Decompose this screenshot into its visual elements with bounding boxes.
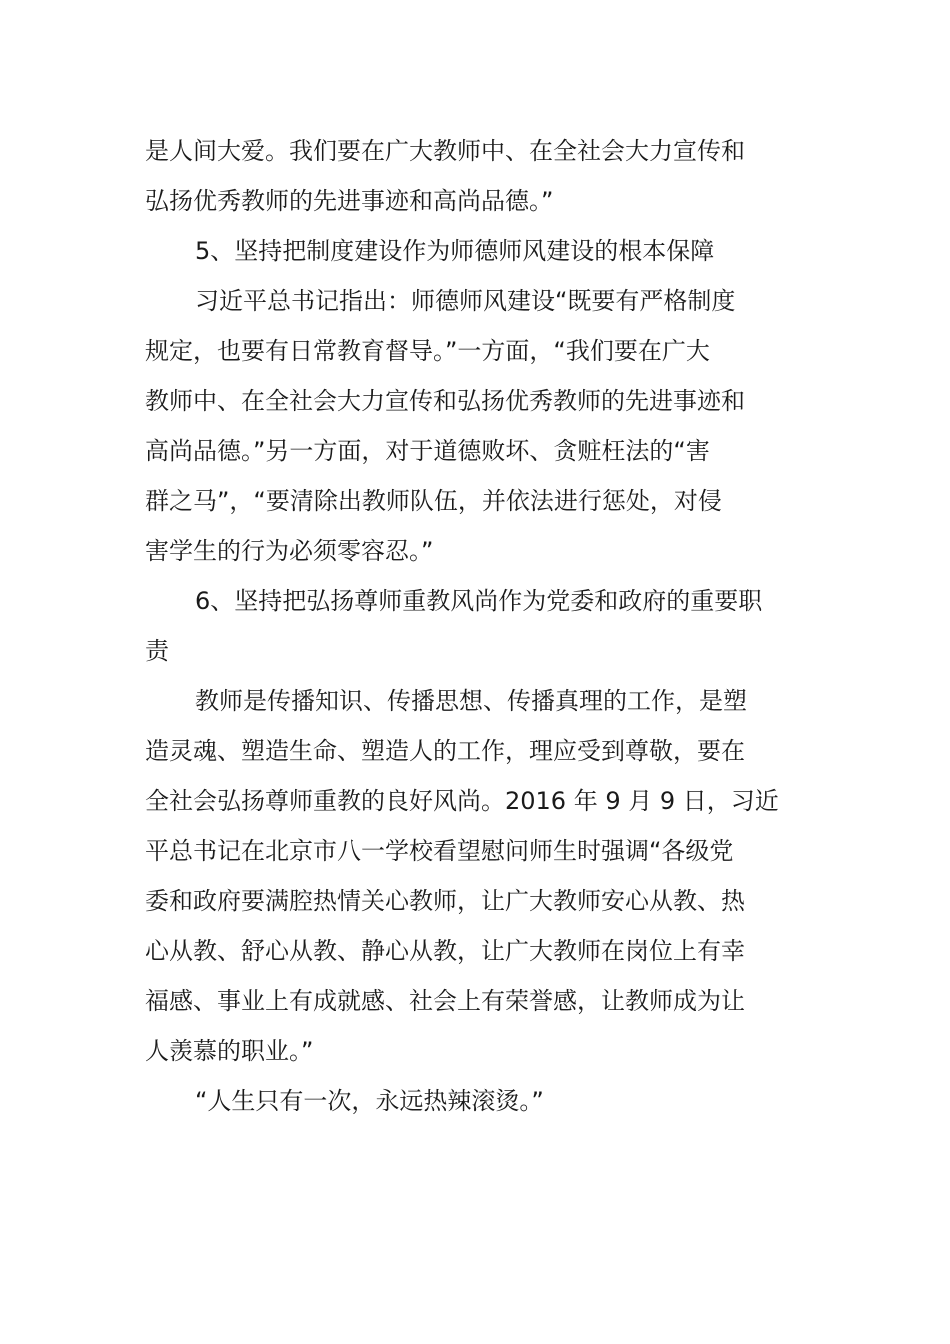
quote-line: “人生只有一次，永远热辣滚烫。” [195, 1087, 544, 1115]
text-line: 群之马”，“要清除出教师队伍，并依法进行惩处，对侵 [145, 487, 722, 515]
text-line: 平总书记在北京市八一学校看望慰问师生时强调“各级党 [145, 837, 734, 865]
text-line: 教师中、在全社会大力宣传和弘扬优秀教师的先进事迹和 [145, 387, 745, 415]
text-line: 人羡慕的职业。” [145, 1037, 314, 1065]
section-heading-6-continued: 责 [145, 637, 169, 665]
text-line: 造灵魂、塑造生命、塑造人的工作，理应受到尊敬，要在 [145, 737, 745, 765]
text-line: 全社会弘扬尊师重教的良好风尚。2016 年 9 月 9 日，习近 [145, 787, 779, 815]
text-line: 心从教、舒心从教、静心从教，让广大教师在岗位上有幸 [145, 937, 745, 965]
text-line: 是人间大爱。我们要在广大教师中、在全社会大力宣传和 [145, 137, 745, 165]
text-line: 规定，也要有日常教育督导。”一方面，“我们要在广大 [145, 337, 710, 365]
text-line: 害学生的行为必须零容忍。” [145, 537, 434, 565]
text-line: 习近平总书记指出：师德师风建设“既要有严格制度 [195, 287, 736, 315]
section-heading-6: 6、坚持把弘扬尊师重教风尚作为党委和政府的重要职 [195, 587, 763, 615]
text-line: 福感、事业上有成就感、社会上有荣誉感，让教师成为让 [145, 987, 745, 1015]
text-line: 弘扬优秀教师的先进事迹和高尚品德。” [145, 187, 554, 215]
text-line: 教师是传播知识、传播思想、传播真理的工作，是塑 [195, 687, 747, 715]
section-heading-5: 5、坚持把制度建设作为师德师风建设的根本保障 [195, 237, 715, 265]
text-line: 委和政府要满腔热情关心教师，让广大教师安心从教、热 [145, 887, 745, 915]
text-line: 高尚品德。”另一方面，对于道德败坏、贪赃枉法的“害 [145, 437, 710, 465]
